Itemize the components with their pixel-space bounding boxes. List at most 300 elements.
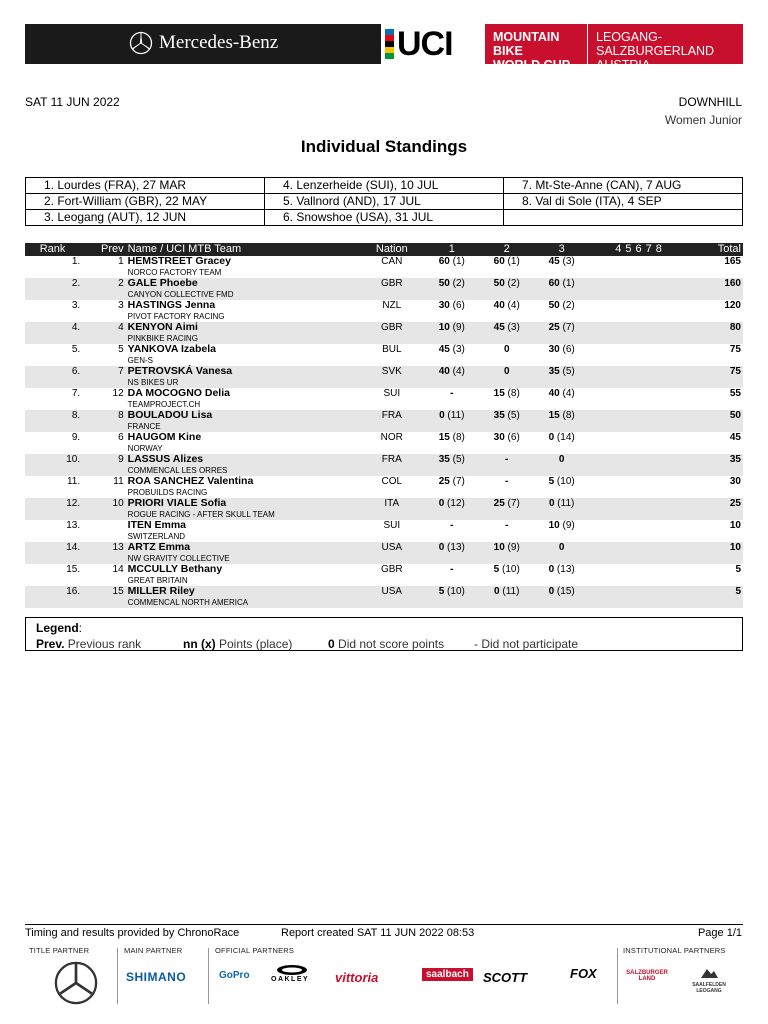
points-place: (14) [556,432,575,443]
total-cell [682,564,743,586]
shimano-logo: SHIMANO [126,970,187,984]
main-partner-label: MAIN PARTNER [124,946,183,955]
nation-cell: SUI [383,520,401,531]
empty-races-cell [589,322,682,344]
saalfelden-emblem-icon [699,966,719,980]
nation-cell: GBR [359,322,424,344]
venue-name [587,24,743,72]
points-value: 25 [548,322,560,333]
points-value: 40 [548,388,560,399]
col-rank: Rank [25,243,84,256]
race-points [424,278,479,300]
points-value: 0 [558,454,565,465]
empty-races-cell [589,520,682,542]
race-cell: 4. Lenzerheide (SUI), 10 JUL [265,178,504,194]
rider-name: PRIORI VIALE Sofia [127,497,227,509]
uci-wordmark: UCI [397,24,453,63]
points-value: 5 [548,476,555,487]
team-name: GEN-S [127,356,154,365]
rank-cell: 9. [71,432,81,443]
points-place: (5) [452,454,465,465]
points-place: (3) [507,322,520,333]
race-row [26,178,743,194]
total-points: 50 [729,410,741,421]
points-place: (2) [452,278,465,289]
rider-name: LASSUS Alizes [127,453,204,465]
empty-races-cell [589,432,682,454]
race-points [424,388,479,410]
rider-cell [128,432,360,454]
saalfelden-leogang-logo: SAALFELDEN LEOGANG [692,982,726,994]
points-value: 35 [438,454,450,465]
nation-cell: COL [381,476,403,487]
points-value: 0 [548,586,555,597]
col-total: Total [682,243,743,256]
rider-name: HEMSTREET Gracey [127,255,231,267]
standings-row [25,498,743,520]
points-value: 0 [439,410,445,421]
legend-zero-desc: Did not score points [334,637,445,651]
race-cell: 2. Fort-William (GBR), 22 MAY [26,194,265,210]
venue-line-2: AUSTRIA [596,58,651,72]
points-value: 0 [558,542,565,553]
race-points [479,432,534,454]
empty-races-cell [589,366,682,388]
rider-name: GALE Phoebe [127,277,198,289]
rider-name: HASTINGS Jenna [127,299,216,311]
race-points [534,278,589,300]
rider-cell [128,586,360,608]
saalbach-logo: saalbach [422,968,473,981]
total-points: 80 [729,322,741,333]
points-place: (10) [501,564,520,575]
empty-races-cell [589,344,682,366]
points-value: 0 [548,498,555,509]
rider-name: ROA SANCHEZ Valentina [127,475,254,487]
page-title: Individual Standings [300,137,468,156]
points-place: (6) [562,344,575,355]
team-name: PINKBIKE RACING [127,334,198,343]
rider-name: HAUGOM Kine [127,431,202,443]
empty-races-cell [589,564,682,586]
mercedes-star-icon [129,31,153,55]
total-cell [682,300,743,322]
prev-rank-cell: 12 [112,388,124,399]
total-cell [682,388,743,410]
total-points: 5 [735,564,741,575]
gopro-logo: GoPro [219,970,250,981]
race-cell: 8. Val di Sole (ITA), 4 SEP [504,194,743,210]
nation-cell: GBR [380,564,403,575]
venue-line-1: LEOGANG-SALZBURGERLAND [596,30,715,58]
col-nation: Nation [359,243,424,256]
rider-name: BOULADOU Lisa [127,409,213,421]
points-value: 25 [493,498,505,509]
points-value: 30 [548,344,560,355]
team-name: PROBUILDS RACING [127,488,208,497]
points-value: 0 [438,542,445,553]
total-cell [682,322,743,344]
points-place: (4) [562,388,575,399]
legend-colon: : [78,621,83,635]
total-points: 30 [729,476,741,487]
col-races-4-8 [589,243,682,256]
empty-races-cell [589,454,682,476]
total-points: 75 [729,344,741,355]
legend-items [36,637,732,651]
team-name: FRANCE [127,422,161,431]
race-points [424,476,479,498]
col-race-7: 7 [645,243,652,255]
standings-row [25,366,743,388]
points-value: 60 [493,256,505,267]
nation-cell: GBR [359,278,424,300]
race-points [479,388,534,410]
race-points [479,498,534,520]
total-points: 75 [729,366,741,377]
rank-cell: 10. [25,454,84,476]
legend-dash-desc: - Did not participate [474,637,579,651]
points-value: 0 [548,564,555,575]
nation-cell: FRA [359,410,424,432]
points-place: (1) [507,256,520,267]
empty-races-cell [589,300,682,322]
team-name: NORCO FACTORY TEAM [127,268,222,277]
nation-cell: SVK [359,366,424,388]
race-points [424,520,479,542]
points-place: (7) [562,322,575,333]
standings-row [25,476,743,498]
total-cell [682,542,743,564]
timing-credit: Timing and results provided by ChronoRace [25,927,240,939]
standings-row [25,454,743,476]
points-value: 0 [494,586,500,597]
total-points: 5 [735,586,741,597]
points-place: (9) [562,520,575,531]
race-points [424,344,479,366]
rank-cell: 2. [25,278,84,300]
prev-rank-cell: 2 [84,278,128,300]
standings-row [25,322,743,344]
race-points [424,322,479,344]
standings-row [25,520,743,542]
points-value: 45 [493,322,505,333]
series-name [485,24,587,72]
points-place: (7) [452,476,465,487]
points-value: 50 [548,300,560,311]
salzburgerland-logo: SALZBURGER LAND [626,970,668,982]
race-row [26,194,743,210]
race-points [479,586,534,608]
nation-cell: USA [359,542,424,564]
standings-row [25,256,743,278]
points-value: 5 [493,564,500,575]
report-created: Report created SAT 11 JUN 2022 08:53 [281,927,475,939]
total-points: 45 [729,432,741,443]
prev-rank-cell: 10 [84,498,128,520]
points-place: (10) [556,476,575,487]
rider-cell [128,410,360,432]
rider-cell [128,278,360,300]
points-place: (5) [507,410,520,421]
rider-cell [128,542,360,564]
points-place: (4) [452,366,465,377]
points-value: 15 [438,432,450,443]
institutional-partners-label: INSTITUTIONAL PARTNERS [623,946,726,955]
race-points [534,322,589,344]
oakley-ellipse-icon [275,964,309,976]
rank-cell: 3. [71,300,81,311]
rider-name: PETROVSKÁ Vanesa [127,365,233,377]
series-line-2: WORLD CUP [493,58,571,72]
race-points [534,520,589,542]
series-line-1: MOUNTAIN BIKE [493,30,560,58]
header-banner [25,24,743,72]
race-points [534,388,589,410]
points-value: 50 [438,278,450,289]
standings-row [25,344,743,366]
points-value: - [505,476,509,487]
total-points: 160 [724,278,741,289]
rider-cell [128,256,360,278]
prev-rank-cell: 14 [112,564,124,575]
points-place: (6) [507,432,520,443]
race-points [479,542,534,564]
scott-logo: SCOTT [483,970,528,985]
team-name: NW GRAVITY COLLECTIVE [127,554,230,563]
prev-rank-cell [84,520,128,542]
race-points [534,432,589,454]
points-value: 40 [493,300,505,311]
standings-row [25,410,743,432]
prev-rank-cell: 4 [84,322,128,344]
points-value: 0 [548,432,555,443]
prev-rank-cell: 3 [118,300,124,311]
points-value: 30 [438,300,450,311]
total-cell [682,586,743,608]
col-prev: Prev [84,243,128,256]
rank-cell: 5. [71,344,81,355]
race-points [424,366,479,388]
points-value: 60 [548,278,560,289]
race-points [424,410,479,432]
team-name: ROGUE RACING - AFTER SKULL TEAM [127,510,275,519]
race-points [534,498,589,520]
col-race-8: 8 [655,243,662,255]
team-name: SWITZERLAND [127,532,186,541]
standings-row [25,432,743,454]
points-place: (9) [452,322,465,333]
rank-cell: 14. [25,542,84,564]
points-place: (8) [507,388,520,399]
race-points [424,564,479,586]
title-partner [29,946,89,1006]
rank-cell: 13. [66,520,81,531]
legend-points-key: nn (x) [183,637,216,651]
points-value: 0 [503,366,510,377]
race-calendar [25,177,743,226]
oakley-logo: OAKLEY [271,976,310,983]
rider-cell [128,322,360,344]
points-value: 0 [503,344,510,355]
main-partner [124,946,187,1006]
rank-cell: 7. [71,388,81,399]
rider-cell [128,344,360,366]
team-name: PIVOT FACTORY RACING [127,312,225,321]
race-points [424,498,479,520]
uci-stripes [385,29,394,59]
total-cell [682,410,743,432]
points-value: 15 [493,388,505,399]
race-points [534,564,589,586]
points-value: 30 [493,432,505,443]
points-place: (13) [556,564,575,575]
points-value: 40 [438,366,450,377]
legend-prev-key: Prev. [36,637,65,651]
rank-cell: 16. [25,586,84,608]
uci-logo [381,24,485,64]
rider-name: KENYON Aimi [127,321,198,333]
race-points [479,322,534,344]
rider-cell [128,300,360,322]
rank-cell: 12. [25,498,84,520]
empty-races-cell [589,498,682,520]
rider-cell [128,520,360,542]
rider-name: DA MOCOGNO Delia [127,387,230,399]
total-cell [682,520,743,542]
standings-body [25,256,743,608]
points-value: - [505,520,509,531]
points-value: 45 [438,344,450,355]
points-place: (15) [556,586,575,597]
total-points: 165 [724,256,741,267]
col-race-5: 5 [625,243,632,255]
points-place: (9) [507,542,520,553]
nation-cell: FRA [359,454,424,476]
points-value: 10 [548,520,560,531]
empty-races-cell [589,586,682,608]
team-name: NS BIKES UR [127,378,179,387]
rider-cell [128,388,360,410]
empty-races-cell [589,278,682,300]
race-cell [504,210,743,226]
total-points: 10 [729,520,741,531]
points-place: (11) [502,586,520,597]
prev-rank-cell: 7 [84,366,128,388]
race-points [479,278,534,300]
total-cell [682,344,743,366]
category: Women Junior [664,113,742,127]
rank-cell: 8. [25,410,84,432]
nation-cell: CAN [381,256,403,267]
prev-rank-cell: 15 [84,586,128,608]
race-points [534,454,589,476]
total-points: 25 [729,498,741,509]
race-cell: 5. Vallnord (AND), 17 JUL [265,194,504,210]
rank-cell: 11. [66,476,81,487]
points-value: 50 [493,278,505,289]
race-points [479,520,534,542]
race-points [424,454,479,476]
race-cell: 7. Mt-Ste-Anne (CAN), 7 AUG [504,178,743,194]
points-value: 10 [438,322,450,333]
total-cell [682,256,743,278]
rider-name: MCCULLY Bethany [127,563,223,575]
rider-cell [128,498,360,520]
race-points [479,476,534,498]
rider-name: ITEN Emma [127,519,187,531]
prev-rank-cell: 9 [84,454,128,476]
nation-cell: USA [359,586,424,608]
title-partner-label: TITLE PARTNER [29,946,90,955]
prev-rank-cell: 11 [113,476,124,487]
mercedes-star-icon [53,960,99,1006]
rider-name: YANKOVA Izabela [127,343,216,355]
total-points: 10 [729,542,741,553]
standings-row [25,564,743,586]
points-value: - [450,564,454,575]
points-place: (1) [452,256,465,267]
nation-cell: SUI [383,388,401,399]
prev-rank-cell: 6 [118,432,124,443]
points-value: 35 [493,410,505,421]
team-name: COMMENCAL NORTH AMERICA [127,598,249,607]
rider-name: MILLER Riley [127,585,195,597]
points-place: (7) [507,498,520,509]
total-points: 35 [729,454,741,465]
empty-races-cell [589,542,682,564]
points-value: 0 [438,498,445,509]
race-points [479,454,534,476]
race-points [479,256,534,278]
total-points: 120 [724,300,741,311]
official-partners-label: OFFICIAL PARTNERS [215,946,295,955]
points-place: (12) [447,498,465,509]
empty-races-cell [589,256,682,278]
col-race-2: 2 [479,243,534,256]
col-race-1: 1 [424,243,479,256]
prev-rank-cell: 8 [84,410,128,432]
race-points [534,586,589,608]
points-place: (3) [562,256,575,267]
nation-cell: ITA [359,498,424,520]
footer-divider [25,924,743,925]
points-place: (8) [452,432,465,443]
points-place: (3) [452,344,465,355]
rank-cell: 6. [25,366,84,388]
fox-logo: FOX [570,966,597,981]
team-name: NORWAY [127,444,163,453]
points-place: (1) [562,278,575,289]
race-points [534,300,589,322]
col-race-4: 4 [615,243,622,255]
rider-cell [128,564,360,586]
team-name: TEAMPROJECT.CH [127,400,201,409]
event-date: SAT 11 JUN 2022 [25,95,120,109]
total-cell [682,278,743,300]
rider-name: ARTZ Emma [127,541,191,553]
total-cell [682,432,743,454]
race-cell: 1. Lourdes (FRA), 27 MAR [26,178,265,194]
rider-cell [128,366,360,388]
points-place: (2) [507,278,520,289]
total-points: 55 [729,388,741,399]
col-name: Name / UCI MTB Team [128,243,360,256]
col-race-3: 3 [534,243,589,256]
race-points [479,410,534,432]
mercedes-wordmark: Mercedes-Benz [159,32,279,53]
prev-rank-cell: 13 [84,542,128,564]
